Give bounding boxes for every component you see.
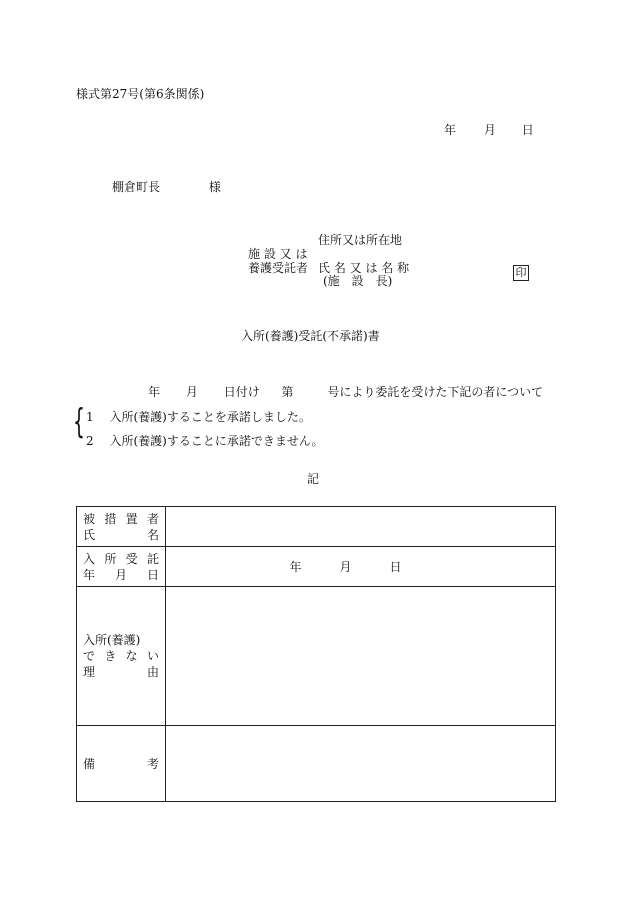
ki-heading: 記 xyxy=(307,472,320,486)
char: 者 xyxy=(146,511,159,526)
table-row-reason xyxy=(77,587,556,726)
sender-name-label: 氏 名 又 は 名 称 xyxy=(318,261,410,275)
char: 月 xyxy=(114,567,127,582)
option-2-num: 2 xyxy=(86,434,94,448)
document-title: 入所(養護)受託(不承諾)書 xyxy=(241,329,380,343)
reason-label-cell xyxy=(77,587,166,726)
date-value xyxy=(166,558,555,575)
date-label-line1 xyxy=(83,551,159,567)
sender-director-label: (施 設 長) xyxy=(323,274,393,288)
name-label-line2 xyxy=(83,527,159,543)
form-number: 様式第27号(第6条関係) xyxy=(76,87,205,101)
char: 由 xyxy=(146,665,159,679)
seal-mark: 印 xyxy=(513,265,529,281)
addressee xyxy=(112,180,221,194)
record-table xyxy=(76,506,556,802)
remarks-label xyxy=(83,756,159,772)
char: で xyxy=(83,649,96,663)
char: 入 xyxy=(83,551,96,566)
body-month: 月 xyxy=(185,385,198,399)
addressee-name: 棚倉町長 xyxy=(112,180,161,194)
name-label-cell xyxy=(77,507,166,547)
date-value-month: 月 xyxy=(339,560,352,574)
char: 被 xyxy=(83,511,96,526)
header-date-day: 日 xyxy=(521,123,534,137)
char: 備 xyxy=(83,756,96,771)
reason-label-line1: 入所(養護) xyxy=(83,633,141,647)
option-2 xyxy=(86,434,324,448)
reason-label-line3 xyxy=(83,664,159,680)
body-dated: 日付け xyxy=(223,385,260,399)
reason-value-cell[interactable] xyxy=(166,587,556,726)
date-value-year: 年 xyxy=(289,560,302,574)
body-number-prefix: 第 xyxy=(281,385,294,399)
sender-role-line2: 養護受託者 xyxy=(248,261,309,275)
char: い xyxy=(146,649,159,663)
date-value-day: 日 xyxy=(389,560,402,574)
char: 措 xyxy=(104,511,117,526)
sender-role-line1: 施 設 又 は xyxy=(248,247,308,261)
table-row-remarks xyxy=(77,726,556,802)
name-value-cell[interactable] xyxy=(166,507,556,547)
reason-label-line2 xyxy=(83,648,159,664)
sender-address-label: 住所又は所在地 xyxy=(318,233,403,247)
option-1-text: 入所(養護)することを承諾しました。 xyxy=(109,410,311,424)
table-row-name xyxy=(77,507,556,547)
char: 考 xyxy=(146,756,159,771)
char: 受 xyxy=(125,551,138,566)
char: き xyxy=(104,649,117,663)
brace-icon: { xyxy=(73,402,85,442)
date-value-cell[interactable] xyxy=(166,547,556,587)
char: 名 xyxy=(146,527,159,542)
date-label-line2 xyxy=(83,567,159,583)
char: 理 xyxy=(83,665,96,679)
char: 置 xyxy=(125,511,138,526)
remarks-label-cell xyxy=(77,726,166,802)
header-date xyxy=(444,123,534,137)
header-date-month: 月 xyxy=(483,123,496,137)
body-year: 年 xyxy=(148,385,161,399)
addressee-honorific: 様 xyxy=(208,180,221,194)
char: 所 xyxy=(104,551,117,566)
char: 託 xyxy=(146,551,159,566)
body-line xyxy=(148,385,543,399)
table-row-date xyxy=(77,547,556,587)
body-text: 号により委託を受けた下記の者について xyxy=(327,385,544,399)
date-label-cell xyxy=(77,547,166,587)
name-label-line1 xyxy=(83,511,159,527)
option-1-num: 1 xyxy=(86,410,94,424)
header-date-year: 年 xyxy=(444,123,457,137)
char: 年 xyxy=(83,567,96,582)
char: な xyxy=(125,649,138,663)
char: 日 xyxy=(146,567,159,582)
remarks-value-cell[interactable] xyxy=(166,726,556,802)
option-1 xyxy=(86,410,311,424)
option-2-text: 入所(養護)することに承諾できません。 xyxy=(109,434,324,448)
char: 氏 xyxy=(83,527,96,542)
